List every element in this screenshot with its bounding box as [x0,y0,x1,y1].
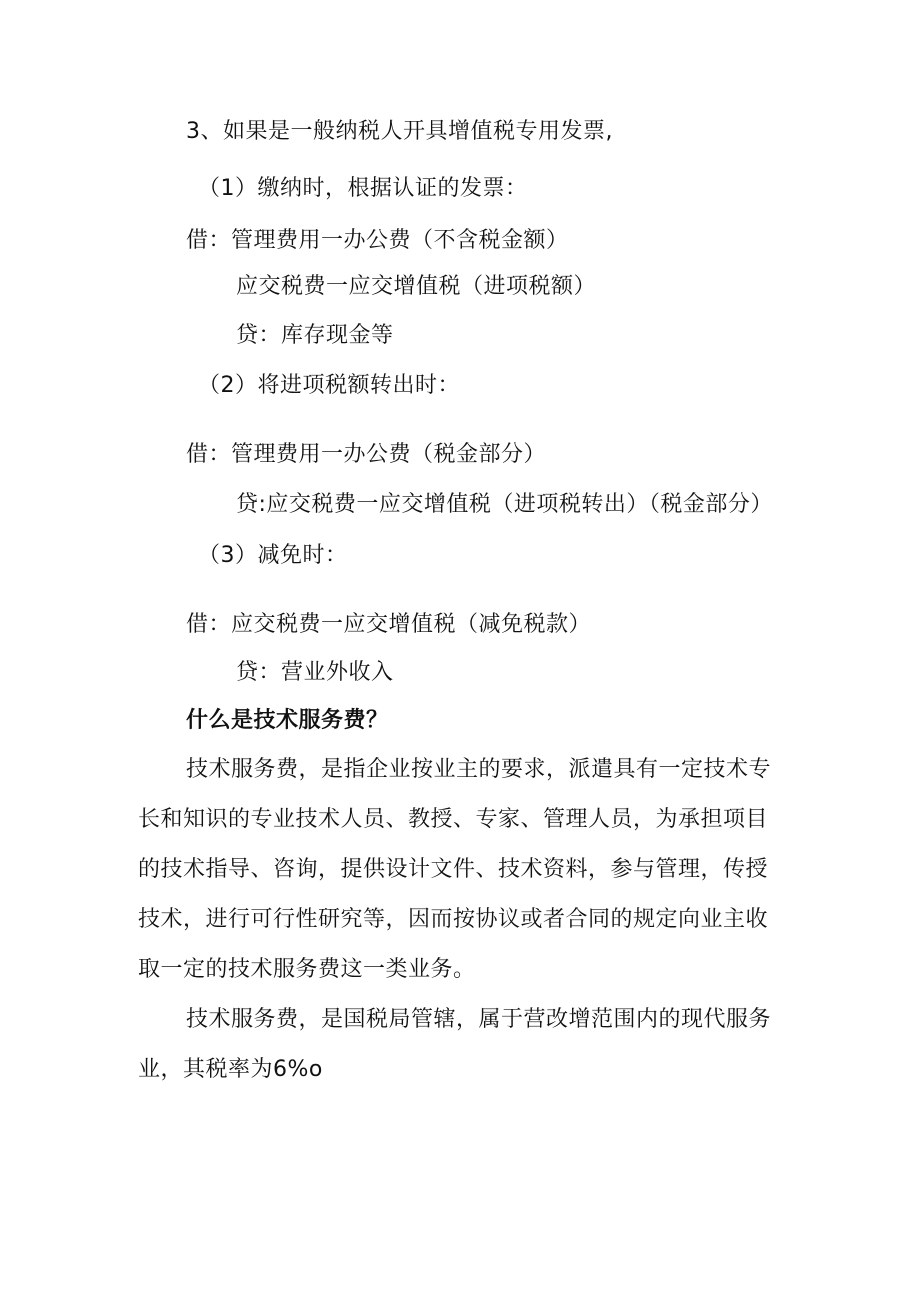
paragraph-1-line-2: 长和知识的专业技术人员、教授、专家、管理人员，为承担项目 [138,807,769,832]
credit-entry-1: 贷：库存现金等 [236,323,394,348]
debit-entry-1-sub: 应交税费一应交增值税（进项税额） [236,274,597,299]
step-1-title: （1）缴纳时，根据认证的发票： [198,176,528,201]
debit-entry-3: 借：应交税费一应交增值税（减免税款） [186,612,592,637]
paragraph-2-line-2: 业，其税率为6%o [138,1057,323,1082]
item-3-heading: 3、如果是一般纳税人开具增值税专用发票, [186,119,613,144]
debit-entry-1: 借：管理费用一办公费（不含税金额） [186,228,569,253]
paragraph-1-line-4: 技术，进行可行性研究等，因而按协议或者合同的规定向业主收 [138,907,769,932]
debit-entry-2: 借：管理费用一办公费（税金部分） [186,442,547,467]
paragraph-1-line-1: 技术服务费，是指企业按业主的要求，派遣具有一定技术专 [186,757,772,782]
paragraph-1-line-3: 的技术指导、咨询，提供设计文件、技术资料，参与管理，传授 [138,857,769,882]
paragraph-1-line-5: 取一定的技术服务费这一类业务。 [138,957,476,982]
section-heading: 什么是技术服务费？ [186,708,389,733]
credit-entry-3: 贷：营业外收入 [236,660,394,685]
credit-entry-2: 贷:应交税费一应交增值税（进项税转出）（税金部分） [236,492,773,517]
paragraph-2-line-1: 技术服务费，是国税局管辖，属于营改增范围内的现代服务 [186,1007,772,1032]
step-2-title: （2）将进项税额转出时： [198,373,460,398]
step-3-title: （3）减免时： [198,543,348,568]
